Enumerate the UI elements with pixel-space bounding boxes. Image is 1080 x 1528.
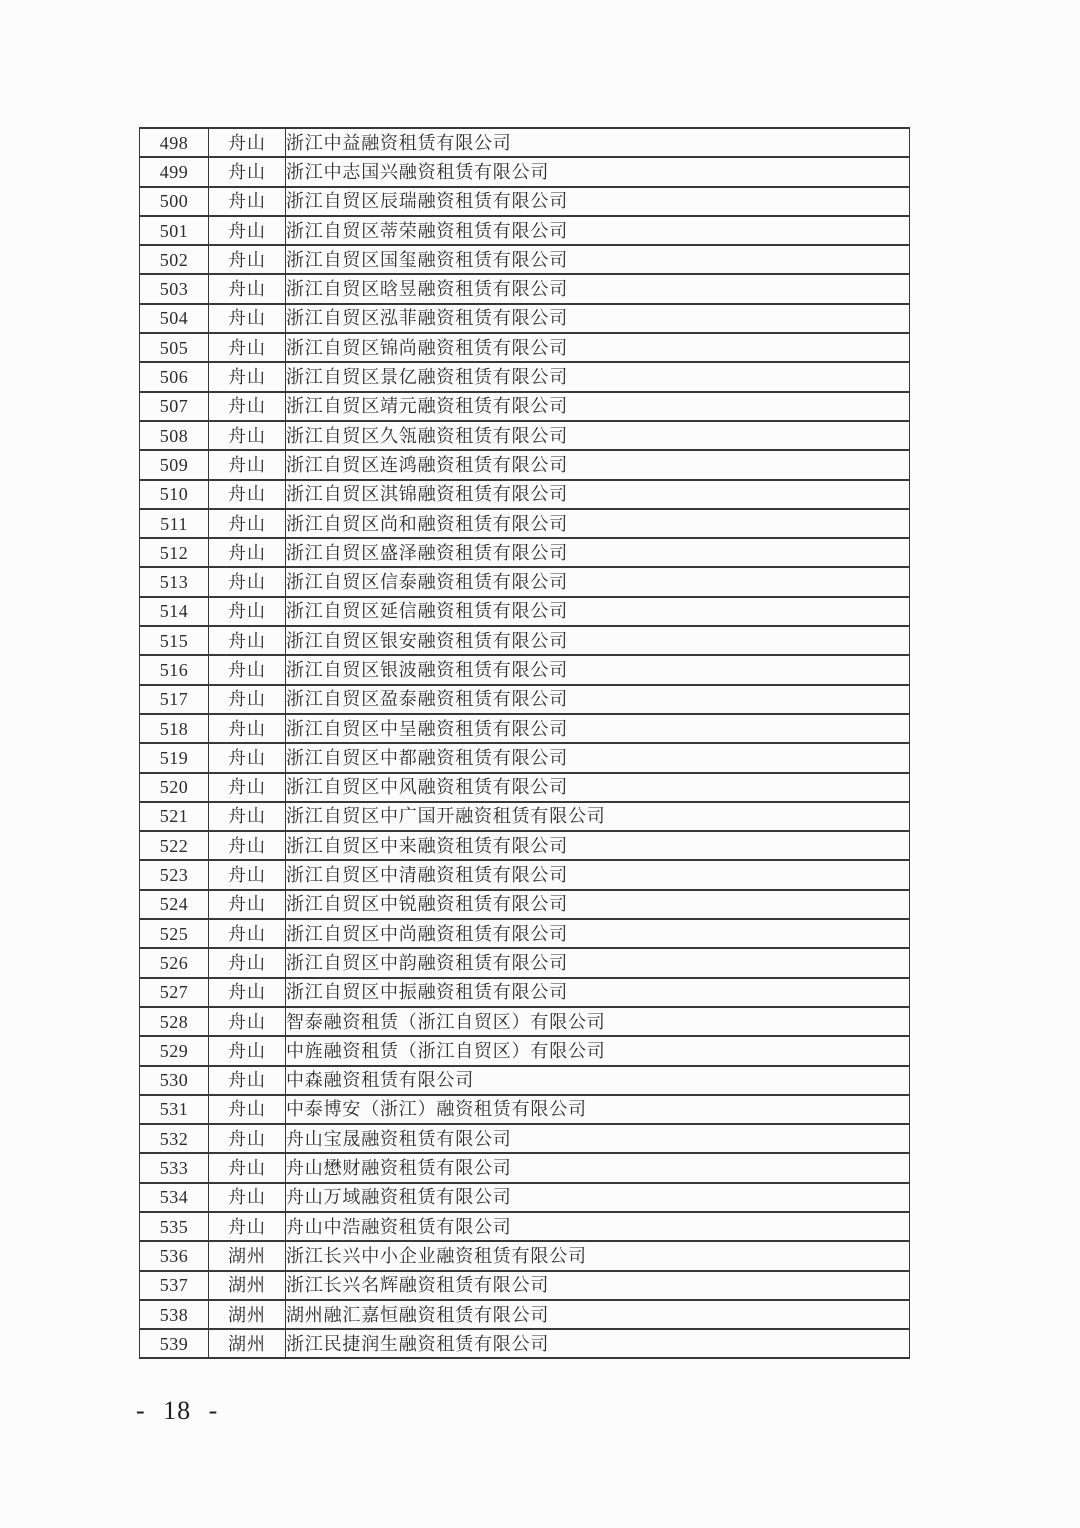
row-number-cell: 501 <box>140 216 209 245</box>
city-cell: 舟山 <box>209 128 286 157</box>
table-row <box>140 421 910 450</box>
table-row <box>140 831 910 860</box>
table-row <box>140 1212 910 1241</box>
page-number: - 18 - <box>136 1396 219 1425</box>
company-name-cell: 浙江自贸区银安融资租赁有限公司 <box>286 626 910 655</box>
table-row <box>140 685 910 714</box>
city-cell: 舟山 <box>209 1095 286 1124</box>
city-cell: 舟山 <box>209 157 286 186</box>
company-name-cell: 浙江自贸区中尚融资租赁有限公司 <box>286 919 910 948</box>
city-cell: 舟山 <box>209 626 286 655</box>
city-cell: 湖州 <box>209 1241 286 1270</box>
row-number-cell: 528 <box>140 1007 209 1036</box>
city-cell: 舟山 <box>209 655 286 684</box>
row-number-cell: 507 <box>140 392 209 421</box>
row-number-cell: 506 <box>140 362 209 391</box>
city-cell: 舟山 <box>209 392 286 421</box>
table-row <box>140 802 910 831</box>
city-cell: 舟山 <box>209 1212 286 1241</box>
company-name-cell: 浙江自贸区中锐融资租赁有限公司 <box>286 890 910 919</box>
city-cell: 舟山 <box>209 948 286 977</box>
city-cell: 舟山 <box>209 304 286 333</box>
city-cell: 舟山 <box>209 1124 286 1153</box>
company-name-cell: 浙江中益融资租赁有限公司 <box>286 128 910 157</box>
table-row <box>140 128 910 157</box>
row-number-cell: 515 <box>140 626 209 655</box>
row-number-cell: 534 <box>140 1183 209 1212</box>
row-number-cell: 524 <box>140 890 209 919</box>
company-name-cell: 浙江中志国兴融资租赁有限公司 <box>286 157 910 186</box>
row-number-cell: 517 <box>140 685 209 714</box>
row-number-cell: 522 <box>140 831 209 860</box>
city-cell: 舟山 <box>209 802 286 831</box>
city-cell: 舟山 <box>209 421 286 450</box>
company-name-cell: 浙江自贸区银波融资租赁有限公司 <box>286 655 910 684</box>
table-row <box>140 333 910 362</box>
row-number-cell: 499 <box>140 157 209 186</box>
company-name-cell: 浙江自贸区中来融资租赁有限公司 <box>286 831 910 860</box>
company-name-cell: 舟山中浩融资租赁有限公司 <box>286 1212 910 1241</box>
row-number-cell: 519 <box>140 743 209 772</box>
table-row <box>140 714 910 743</box>
row-number-cell: 512 <box>140 538 209 567</box>
table-row <box>140 187 910 216</box>
table-row <box>140 392 910 421</box>
table-row <box>140 860 910 889</box>
company-name-cell: 舟山懋财融资租赁有限公司 <box>286 1153 910 1182</box>
company-name-cell: 浙江自贸区中呈融资租赁有限公司 <box>286 714 910 743</box>
table-row <box>140 1241 910 1270</box>
table-row <box>140 450 910 479</box>
row-number-cell: 530 <box>140 1066 209 1095</box>
company-name-cell: 浙江长兴名辉融资租赁有限公司 <box>286 1271 910 1300</box>
table-row <box>140 919 910 948</box>
row-number-cell: 533 <box>140 1153 209 1182</box>
city-cell: 湖州 <box>209 1329 286 1358</box>
row-number-cell: 511 <box>140 509 209 538</box>
company-name-cell: 浙江自贸区中韵融资租赁有限公司 <box>286 948 910 977</box>
table-row <box>140 274 910 303</box>
company-name-cell: 浙江自贸区盛泽融资租赁有限公司 <box>286 538 910 567</box>
table-row <box>140 480 910 509</box>
company-name-cell: 浙江自贸区泓菲融资租赁有限公司 <box>286 304 910 333</box>
table-row <box>140 1066 910 1095</box>
company-name-cell: 湖州融汇嘉恒融资租赁有限公司 <box>286 1300 910 1329</box>
row-number-cell: 520 <box>140 773 209 802</box>
table-row <box>140 1329 910 1358</box>
city-cell: 舟山 <box>209 714 286 743</box>
row-number-cell: 508 <box>140 421 209 450</box>
row-number-cell: 500 <box>140 187 209 216</box>
company-name-cell: 浙江自贸区蒂荣融资租赁有限公司 <box>286 216 910 245</box>
table-row <box>140 1007 910 1036</box>
city-cell: 湖州 <box>209 1271 286 1300</box>
city-cell: 舟山 <box>209 1066 286 1095</box>
city-cell: 舟山 <box>209 773 286 802</box>
city-cell: 湖州 <box>209 1300 286 1329</box>
company-name-cell: 智泰融资租赁（浙江自贸区）有限公司 <box>286 1007 910 1036</box>
table-row <box>140 626 910 655</box>
company-name-cell: 浙江自贸区盈泰融资租赁有限公司 <box>286 685 910 714</box>
table-row <box>140 1153 910 1182</box>
table-row <box>140 567 910 596</box>
table-row <box>140 304 910 333</box>
city-cell: 舟山 <box>209 1153 286 1182</box>
company-name-cell: 浙江自贸区国玺融资租赁有限公司 <box>286 245 910 274</box>
table-row <box>140 1124 910 1153</box>
table-row <box>140 890 910 919</box>
city-cell: 舟山 <box>209 860 286 889</box>
table-row <box>140 1300 910 1329</box>
city-cell: 舟山 <box>209 362 286 391</box>
row-number-cell: 518 <box>140 714 209 743</box>
row-number-cell: 504 <box>140 304 209 333</box>
row-number-cell: 498 <box>140 128 209 157</box>
row-number-cell: 538 <box>140 1300 209 1329</box>
city-cell: 舟山 <box>209 1007 286 1036</box>
city-cell: 舟山 <box>209 216 286 245</box>
table-row <box>140 948 910 977</box>
company-name-cell: 浙江自贸区晗昱融资租赁有限公司 <box>286 274 910 303</box>
row-number-cell: 536 <box>140 1241 209 1270</box>
table-row <box>140 773 910 802</box>
company-name-cell: 中旌融资租赁（浙江自贸区）有限公司 <box>286 1036 910 1065</box>
table-row <box>140 538 910 567</box>
city-cell: 舟山 <box>209 274 286 303</box>
company-name-cell: 浙江自贸区延信融资租赁有限公司 <box>286 597 910 626</box>
city-cell: 舟山 <box>209 450 286 479</box>
city-cell: 舟山 <box>209 831 286 860</box>
city-cell: 舟山 <box>209 1183 286 1212</box>
city-cell: 舟山 <box>209 743 286 772</box>
table-row <box>140 597 910 626</box>
row-number-cell: 532 <box>140 1124 209 1153</box>
row-number-cell: 503 <box>140 274 209 303</box>
company-name-cell: 浙江自贸区久瓴融资租赁有限公司 <box>286 421 910 450</box>
company-name-cell: 浙江自贸区中广国开融资租赁有限公司 <box>286 802 910 831</box>
table-row <box>140 743 910 772</box>
city-cell: 舟山 <box>209 890 286 919</box>
city-cell: 舟山 <box>209 978 286 1007</box>
company-name-cell: 浙江自贸区中振融资租赁有限公司 <box>286 978 910 1007</box>
table-row <box>140 362 910 391</box>
row-number-cell: 526 <box>140 948 209 977</box>
row-number-cell: 529 <box>140 1036 209 1065</box>
company-name-cell: 浙江自贸区中清融资租赁有限公司 <box>286 860 910 889</box>
row-number-cell: 523 <box>140 860 209 889</box>
row-number-cell: 535 <box>140 1212 209 1241</box>
row-number-cell: 516 <box>140 655 209 684</box>
table-row <box>140 978 910 1007</box>
company-table-body <box>140 128 910 1358</box>
row-number-cell: 539 <box>140 1329 209 1358</box>
company-name-cell: 中泰博安（浙江）融资租赁有限公司 <box>286 1095 910 1124</box>
table-row <box>140 1271 910 1300</box>
company-name-cell: 浙江自贸区靖元融资租赁有限公司 <box>286 392 910 421</box>
table-row <box>140 157 910 186</box>
table-row <box>140 245 910 274</box>
company-name-cell: 中森融资租赁有限公司 <box>286 1066 910 1095</box>
row-number-cell: 505 <box>140 333 209 362</box>
city-cell: 舟山 <box>209 187 286 216</box>
row-number-cell: 537 <box>140 1271 209 1300</box>
company-name-cell: 浙江自贸区尚和融资租赁有限公司 <box>286 509 910 538</box>
city-cell: 舟山 <box>209 333 286 362</box>
city-cell: 舟山 <box>209 597 286 626</box>
company-name-cell: 浙江民捷润生融资租赁有限公司 <box>286 1329 910 1358</box>
company-name-cell: 浙江自贸区锦尚融资租赁有限公司 <box>286 333 910 362</box>
table-row <box>140 1095 910 1124</box>
city-cell: 舟山 <box>209 919 286 948</box>
row-number-cell: 509 <box>140 450 209 479</box>
company-name-cell: 浙江自贸区中都融资租赁有限公司 <box>286 743 910 772</box>
table-row <box>140 509 910 538</box>
company-name-cell: 浙江自贸区信泰融资租赁有限公司 <box>286 567 910 596</box>
city-cell: 舟山 <box>209 1036 286 1065</box>
row-number-cell: 527 <box>140 978 209 1007</box>
company-name-cell: 浙江自贸区淇锦融资租赁有限公司 <box>286 480 910 509</box>
row-number-cell: 510 <box>140 480 209 509</box>
company-name-cell: 浙江长兴中小企业融资租赁有限公司 <box>286 1241 910 1270</box>
city-cell: 舟山 <box>209 567 286 596</box>
company-table <box>139 127 910 1359</box>
city-cell: 舟山 <box>209 245 286 274</box>
row-number-cell: 514 <box>140 597 209 626</box>
table-row <box>140 1036 910 1065</box>
table-row <box>140 1183 910 1212</box>
city-cell: 舟山 <box>209 538 286 567</box>
city-cell: 舟山 <box>209 480 286 509</box>
row-number-cell: 521 <box>140 802 209 831</box>
table-row <box>140 216 910 245</box>
company-name-cell: 舟山万域融资租赁有限公司 <box>286 1183 910 1212</box>
row-number-cell: 502 <box>140 245 209 274</box>
company-name-cell: 浙江自贸区中风融资租赁有限公司 <box>286 773 910 802</box>
company-name-cell: 浙江自贸区辰瑞融资租赁有限公司 <box>286 187 910 216</box>
row-number-cell: 525 <box>140 919 209 948</box>
row-number-cell: 513 <box>140 567 209 596</box>
company-name-cell: 浙江自贸区景亿融资租赁有限公司 <box>286 362 910 391</box>
company-name-cell: 舟山宝晟融资租赁有限公司 <box>286 1124 910 1153</box>
city-cell: 舟山 <box>209 685 286 714</box>
row-number-cell: 531 <box>140 1095 209 1124</box>
company-name-cell: 浙江自贸区连鸿融资租赁有限公司 <box>286 450 910 479</box>
city-cell: 舟山 <box>209 509 286 538</box>
table-row <box>140 655 910 684</box>
